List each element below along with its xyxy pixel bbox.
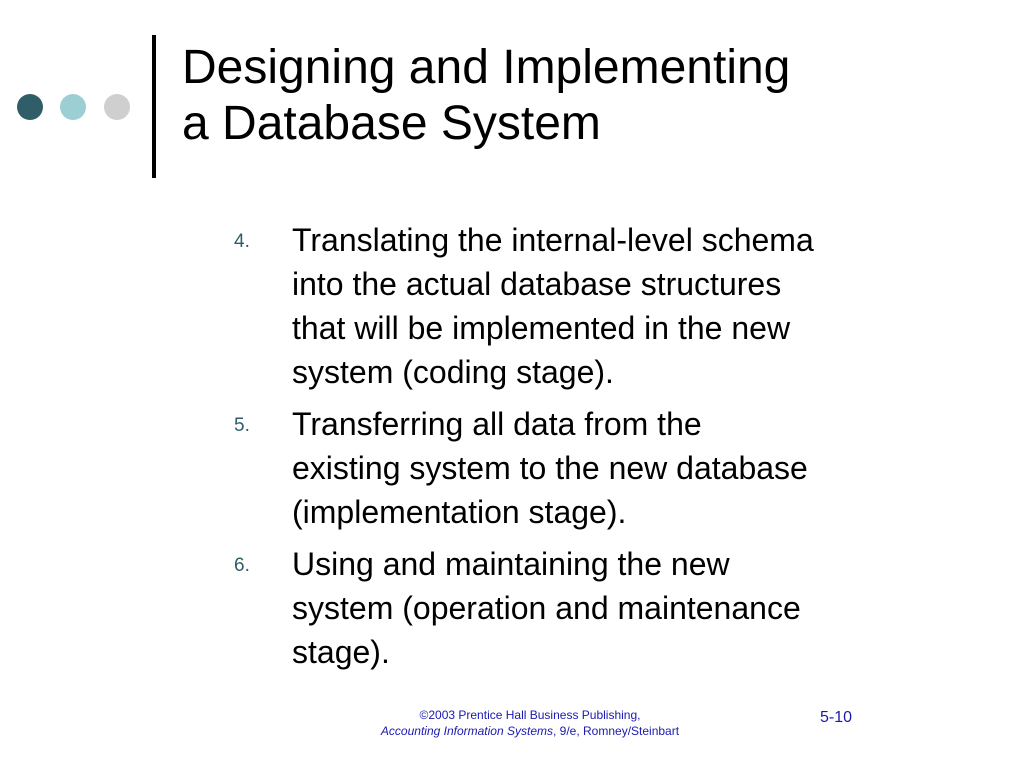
list-item-number: 5. xyxy=(234,415,250,436)
accent-dot-light-gray xyxy=(104,94,130,120)
footer-credit-line xyxy=(330,723,730,739)
list-item-text-line: system (coding stage). xyxy=(292,354,614,390)
list-item-number: 4. xyxy=(234,231,250,252)
list-item-text-line: that will be implemented in the new xyxy=(292,310,791,346)
list-item-text-line: system (operation and maintenance xyxy=(292,590,801,626)
list-item-text-line: Translating the internal-level schema xyxy=(292,222,814,258)
footer-credit xyxy=(330,707,730,739)
list-item-text-line: stage). xyxy=(292,634,390,670)
list-item-text-line: into the actual database structures xyxy=(292,266,782,302)
list-item-text-line: Transferring all data from the xyxy=(292,406,702,442)
slide-number: 5-10 xyxy=(820,709,853,726)
title-divider xyxy=(152,35,156,178)
list-item-text-line: Using and maintaining the new xyxy=(292,546,730,582)
accent-dot-light-teal xyxy=(60,94,86,120)
footer-edition-authors: , 9/e, Romney/Steinbart xyxy=(553,724,680,738)
footer-credit-line: ©2003 Prentice Hall Business Publishing, xyxy=(419,708,641,722)
list-item-number: 6. xyxy=(234,555,250,576)
list-item xyxy=(228,542,968,674)
accent-dot-dark-teal xyxy=(17,94,43,120)
slide-title-line: Designing and Implementing xyxy=(182,41,791,94)
numbered-list xyxy=(228,218,968,682)
list-item xyxy=(228,402,968,534)
list-item-text-line: existing system to the new database xyxy=(292,450,808,486)
list-item xyxy=(228,218,968,394)
list-item-text-line: (implementation stage). xyxy=(292,494,627,530)
slide-title-line: a Database System xyxy=(182,97,601,150)
slide-title xyxy=(182,40,982,152)
footer-book-title: Accounting Information Systems xyxy=(380,724,553,738)
